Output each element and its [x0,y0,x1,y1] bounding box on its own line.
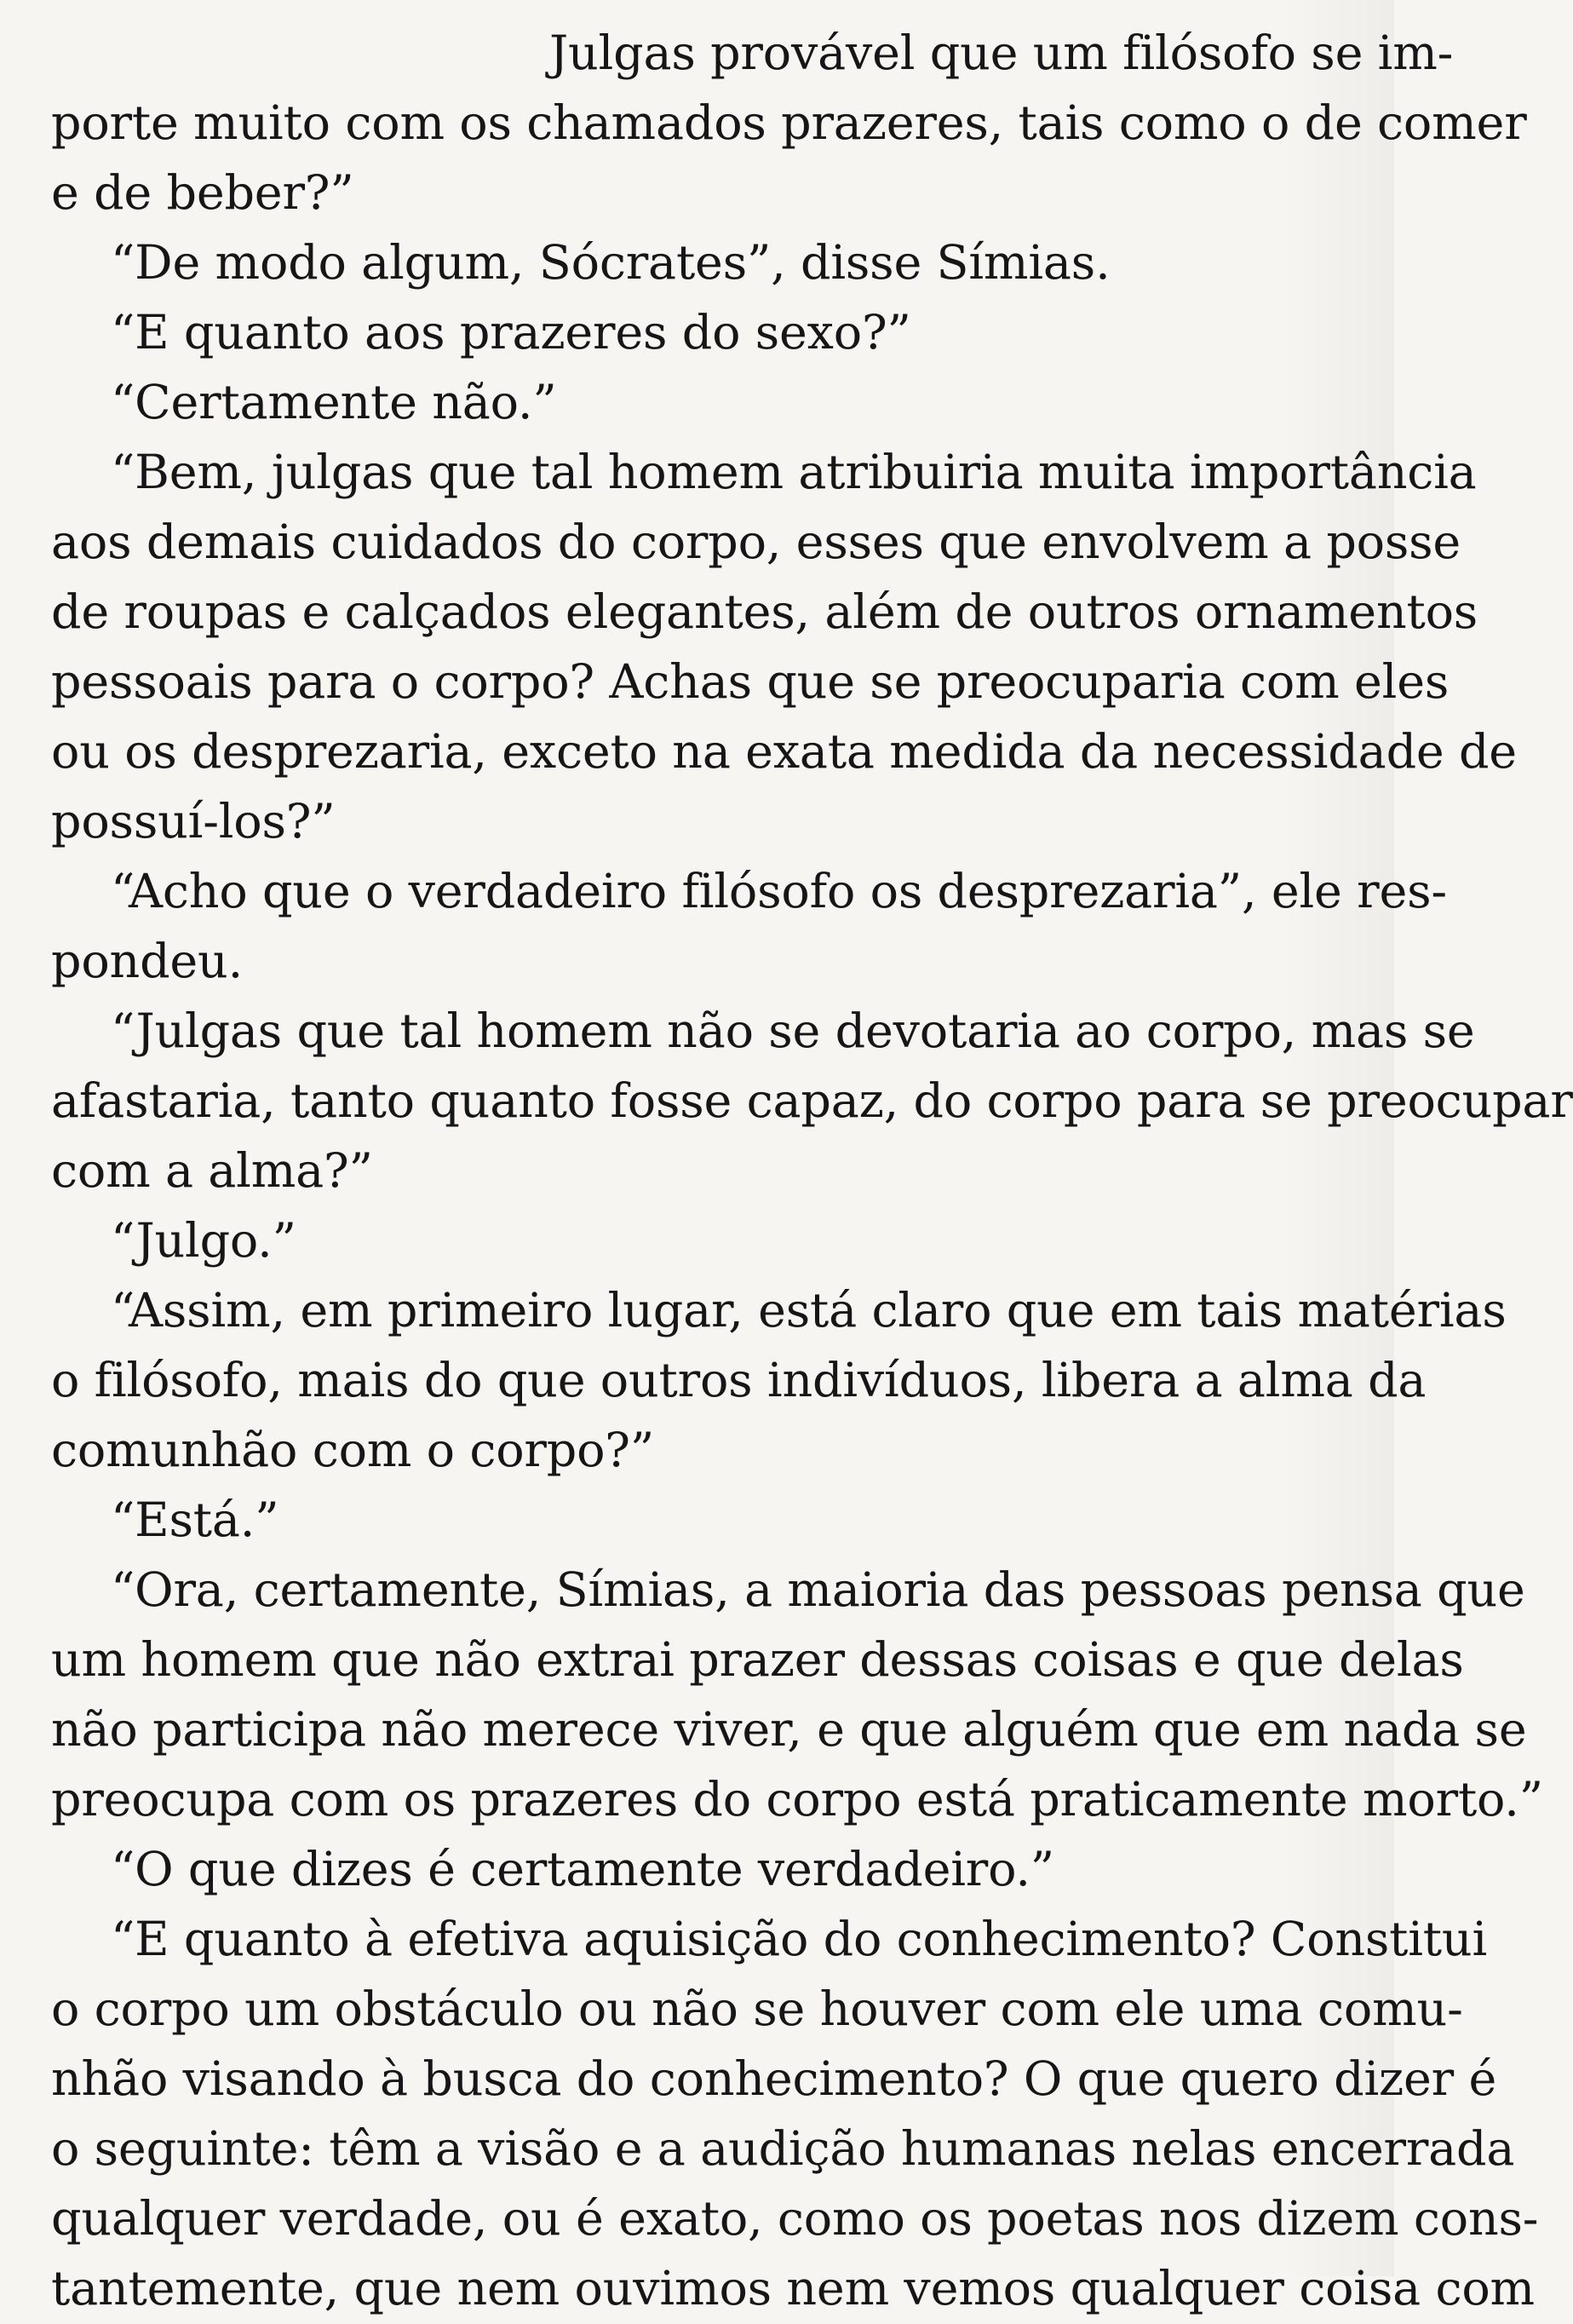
text-line: nhão visando à busca do conhecimento? O que quero dizer é [51,2051,1497,2107]
text-line: e de beber?” [51,165,354,221]
text-line: Julgas provável que um filósofo se im- [549,26,1454,81]
text-line: o seguinte: têm a visão e a audição humanas nelas encerrada [51,2121,1515,2177]
text-line: afastaria, tanto quanto fosse capaz, do corpo para se preocupar [51,1073,1573,1129]
text-line: “Está.” [111,1493,279,1548]
text-line: o corpo um obstáculo ou não se houver com ele uma comu- [51,1982,1463,2037]
text-line: “De modo algum, Sócrates”, disse Símias. [111,235,1111,290]
text-line: não participa não merece viver, e que alguém que em nada se [51,1702,1527,1757]
text-line: “O que dizes é certamente verdadeiro.” [111,1842,1054,1897]
text-line: “Assim, em primeiro lugar, está claro que em tais matérias [111,1283,1507,1338]
text-line: possuí-los?” [51,794,336,849]
text-line: pondeu. [51,934,244,989]
text-line: “Acho que o verdadeiro filósofo os desprezaria”, ele res- [111,864,1447,919]
text-line: “Julgo.” [111,1213,296,1268]
text-line: de roupas e calçados elegantes, além de outros ornamentos [51,584,1478,640]
text-line: qualquer verdade, ou é exato, como os poetas nos dizem cons- [51,2191,1539,2246]
text-line: “Ora, certamente, Símias, a maioria das pessoas pensa que [111,1562,1525,1618]
text-line: “Bem, julgas que tal homem atribuiria muita importância [111,445,1477,500]
text-line: o filósofo, mais do que outros indivíduos, libera a alma da [51,1353,1427,1408]
text-line: “E quanto aos prazeres do sexo?” [111,305,911,360]
text-line: ou os desprezaria, exceto na exata medida da necessidade de [51,724,1517,779]
text-line: com a alma?” [51,1143,373,1199]
text-line: aos demais cuidados do corpo, esses que envolvem a posse [51,515,1461,570]
text-line: “Certamente não.” [111,375,557,430]
text-line: comunhão com o corpo?” [51,1423,655,1478]
page-text [51,19,1573,2324]
text-line: um homem que não extrai prazer dessas coisas e que delas [51,1632,1464,1688]
text-line: pessoais para o corpo? Achas que se preocuparia com eles [51,654,1450,710]
text-line: “E quanto à efetiva aquisição do conhecimento? Constitui [111,1912,1487,1967]
text-line: “Julgas que tal homem não se devotaria ao corpo, mas se [111,1004,1475,1059]
text-line: porte muito com os chamados prazeres, tais como o de comer [51,95,1527,151]
text-line: tantemente, que nem ouvimos nem vemos qualquer coisa com [51,2261,1535,2316]
text-line: preocupa com os prazeres do corpo está praticamente morto.” [51,1772,1543,1827]
